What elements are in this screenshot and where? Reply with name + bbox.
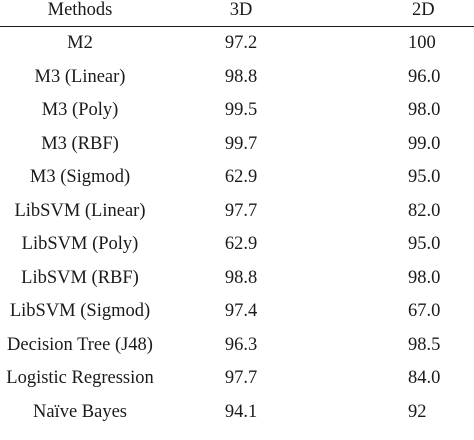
- table-row: [0, 262, 474, 296]
- table-row: [0, 362, 474, 396]
- method-cell: M3 (Sigmod): [29, 167, 131, 187]
- table-row: [0, 329, 474, 363]
- header-3d: 3D: [160, 0, 322, 27]
- value-2d-cell: 98.5: [408, 334, 441, 355]
- value-2d-cell: 92: [408, 401, 427, 422]
- method-cell: LibSVM (Linear): [14, 200, 146, 221]
- value-2d-cell: 95.0: [408, 167, 441, 187]
- value-2d-cell: 98.0: [408, 267, 441, 288]
- method-cell: M3 (Linear): [34, 66, 126, 87]
- value-2d-cell: 84.0: [408, 368, 441, 388]
- value-3d-cell: 97.4: [224, 301, 258, 321]
- value-3d-cell: 97.2: [224, 33, 258, 53]
- value-2d-cell: 82.0: [408, 200, 441, 221]
- method-cell: LibSVM (Sigmod): [9, 301, 151, 321]
- table-row: [0, 161, 474, 195]
- value-3d-cell: 62.9: [224, 167, 258, 187]
- value-2d-cell: 95.0: [408, 234, 441, 254]
- table-body: [0, 27, 474, 430]
- method-cell: LibSVM (Poly): [21, 234, 139, 254]
- value-3d-cell: 97.7: [224, 200, 258, 221]
- value-3d-cell: 94.1: [224, 401, 258, 422]
- value-3d-cell: 99.5: [224, 100, 258, 120]
- table-row: [0, 228, 474, 262]
- value-3d-cell: 98.8: [224, 66, 258, 87]
- value-3d-cell: 98.8: [224, 267, 258, 288]
- table-row: [0, 295, 474, 329]
- value-3d-cell: 97.7: [224, 368, 258, 388]
- method-cell: M3 (Poly): [41, 100, 119, 120]
- value-2d-cell: 99.0: [408, 133, 441, 154]
- table-row: [0, 27, 474, 61]
- value-2d-cell: 98.0: [408, 100, 441, 120]
- header-row: [0, 0, 474, 27]
- header-methods: Methods: [0, 0, 160, 27]
- value-2d-cell: 96.0: [408, 66, 441, 87]
- method-cell: M2: [67, 33, 93, 53]
- table-row: [0, 61, 474, 95]
- table-header: [0, 0, 474, 27]
- value-3d-cell: 96.3: [224, 334, 258, 355]
- value-3d-cell: 62.9: [224, 234, 258, 254]
- method-cell: Logistic Regression: [6, 368, 154, 388]
- table-row: [0, 195, 474, 229]
- header-2d: 2D: [322, 0, 474, 27]
- table-row: [0, 128, 474, 162]
- value-2d-cell: 67.0: [408, 301, 441, 321]
- method-cell: LibSVM (RBF): [21, 267, 139, 288]
- value-2d-cell: 100: [408, 33, 436, 53]
- method-cell: M3 (RBF): [41, 133, 119, 154]
- table-row: [0, 94, 474, 128]
- value-3d-cell: 99.7: [224, 133, 258, 154]
- table-row: [0, 396, 474, 430]
- method-cell: Naïve Bayes: [32, 401, 127, 422]
- method-cell: Decision Tree (J48): [7, 334, 153, 355]
